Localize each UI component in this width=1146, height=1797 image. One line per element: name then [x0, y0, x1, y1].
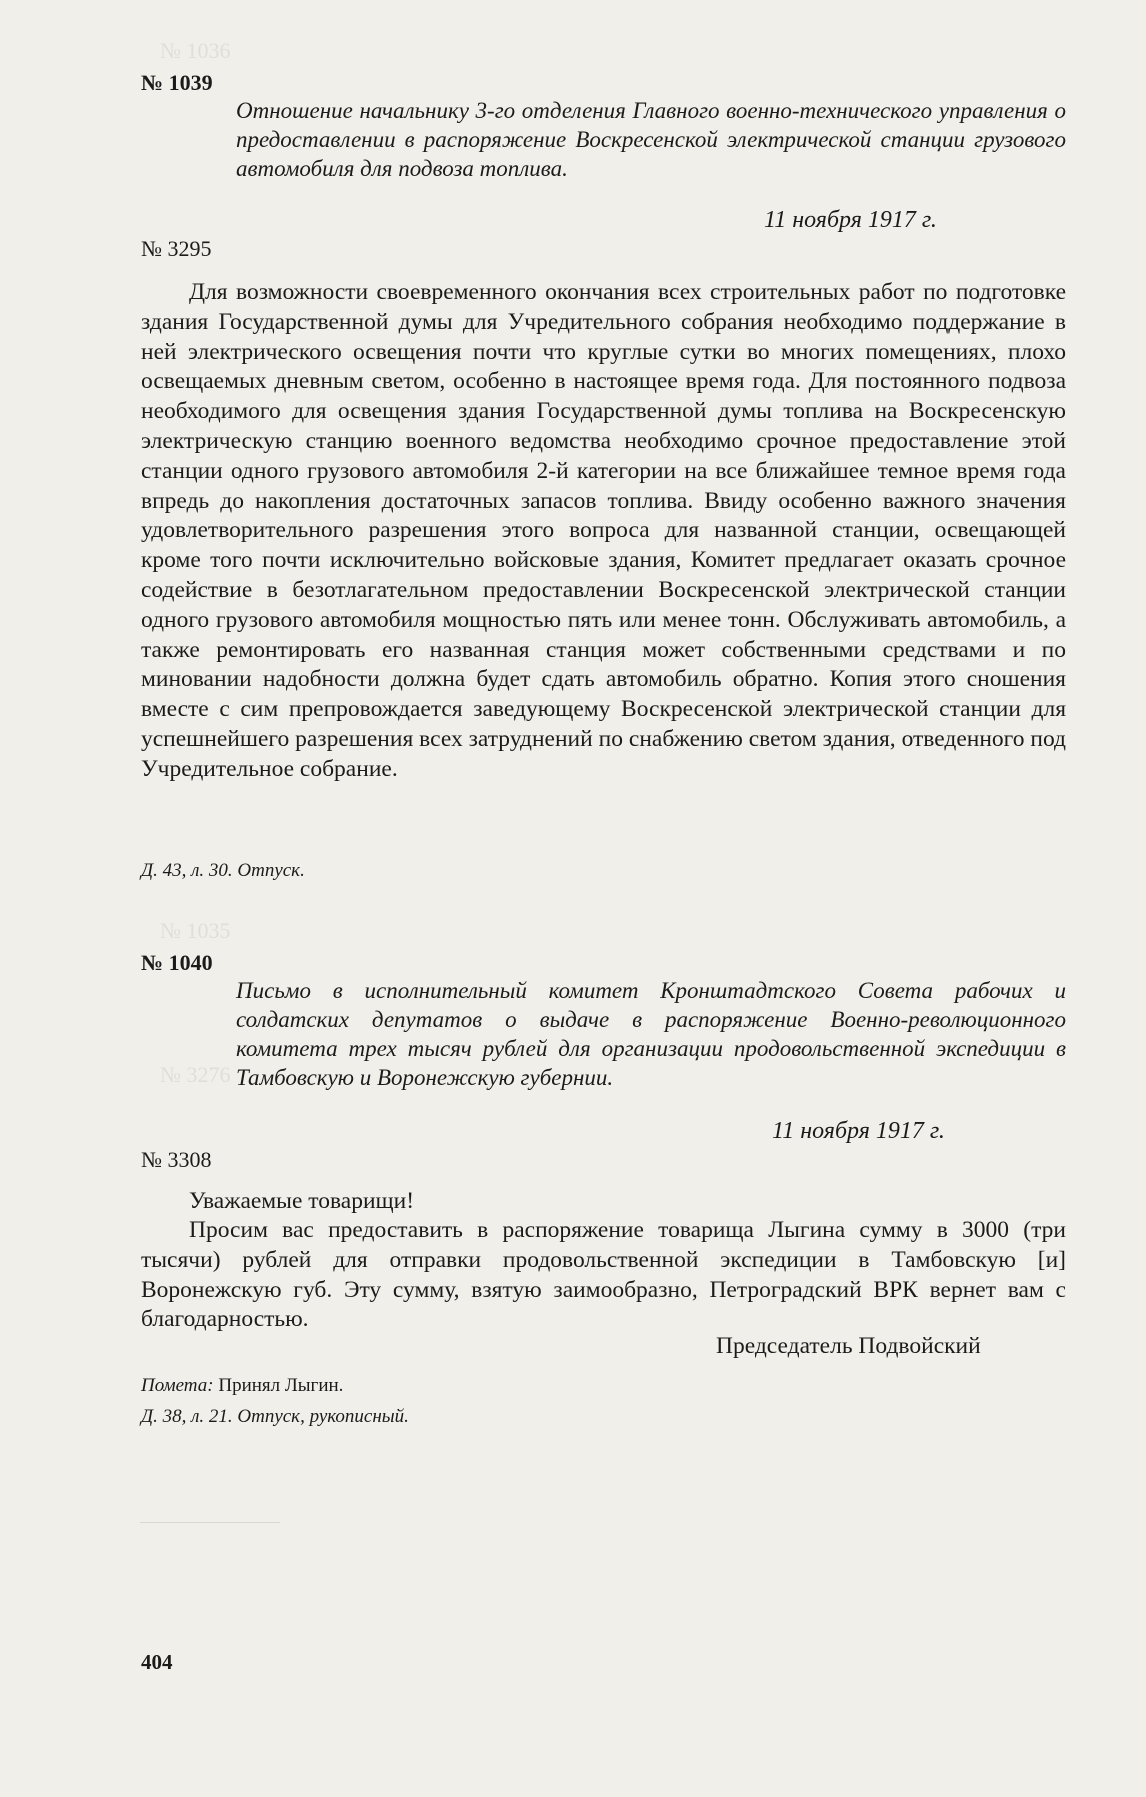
annotation-label: Помета:	[141, 1375, 214, 1396]
body-paragraph: Просим вас предоставить в распоряжение товарища Лыгина сумму в 3000 (три тысячи) рублей для отправки продовольственной экспедиции в Тамбовскую [и] Воронежскую губ. Эту сумму, взятую заимообразно, Петроградский ВРК вернет вам с благодарностью.	[141, 1217, 1066, 1333]
document-body	[141, 1216, 1066, 1335]
page-number: 404	[141, 1650, 173, 1674]
document-date: 11 ноября 1917 г.	[764, 207, 937, 233]
show-through-rule	[140, 1522, 280, 1523]
archive-source: Д. 43, л. 30. Отпуск.	[141, 860, 305, 881]
show-through-text: № 1035	[160, 918, 231, 943]
body-paragraph: Для возможности своевременного окончания всех строительных работ по подготовке здания Государственной думы для Учредительного собрания необходимо поддержание в ней электрического освещения почти что круглые сутки во многих помещениях, плохо освещаемых дневным светом, особенно в настоящее время года. Для постоянного подвоза необходимого для освещения здания Государственной думы топлива на Воскресенскую электрическую станцию военного ведомства необходимо срочное предоставление этой станции одного грузового автомобиля 2-й категории на все ближайшее темное время года впредь до накопления достаточных запасов топлива. Ввиду особенно важного значения удовлетворительного разрешения этого вопроса для названной станции, освещающей кроме того почти исключительно войсковые здания, Комитет предлагает оказать срочное содействие в безотлагательном предоставлении Воскресенской электрической станции одного грузового автомобиля мощностью пять или менее тонн. Обслуживать автомобиль, а также ремонтировать его названная станция может собственными средствами и по миновании надобности должна будет сдать автомобиль обратно. Копия этого сношения вместе с сим препровождается заведующему Воскресенской электрической станции для успешнейшего разрешения всех затруднений по снабжению светом здания, отведенного под Учредительное собрание.	[141, 279, 1066, 782]
document-heading: Письмо в исполнительный комитет Кронштадтского Совета рабочих и солдатских депутатов о выдаче в распоряжение Военно-революционного комитета трех тысяч рублей для организации продовольственной экспедиции в Тамбовскую и Воронежскую губернии.	[236, 978, 1066, 1090]
annotation-text: Принял Лыгин.	[213, 1375, 344, 1396]
show-through-text: № 1036	[160, 38, 231, 63]
registration-number: № 3295	[141, 236, 212, 261]
document-body	[141, 278, 1066, 785]
document-heading: Отношение начальнику 3-го отделения Главного военно-технического управления о предоставлении в распоряжение Воскресенской электрической станции грузового автомобиля для подвоза топлива.	[236, 98, 1066, 181]
show-through-text: № 3276	[160, 1062, 231, 1087]
document-date: 11 ноября 1917 г.	[772, 1118, 945, 1144]
greeting: Уважаемые товарищи!	[189, 1188, 415, 1214]
document-number: № 1039	[141, 70, 213, 95]
annotation-note	[141, 1375, 343, 1397]
archive-source: Д. 38, л. 21. Отпуск, рукописный.	[141, 1406, 409, 1427]
document-number: № 1040	[141, 950, 213, 975]
signature: Председатель Подвойский	[716, 1333, 981, 1359]
registration-number: № 3308	[141, 1147, 212, 1172]
